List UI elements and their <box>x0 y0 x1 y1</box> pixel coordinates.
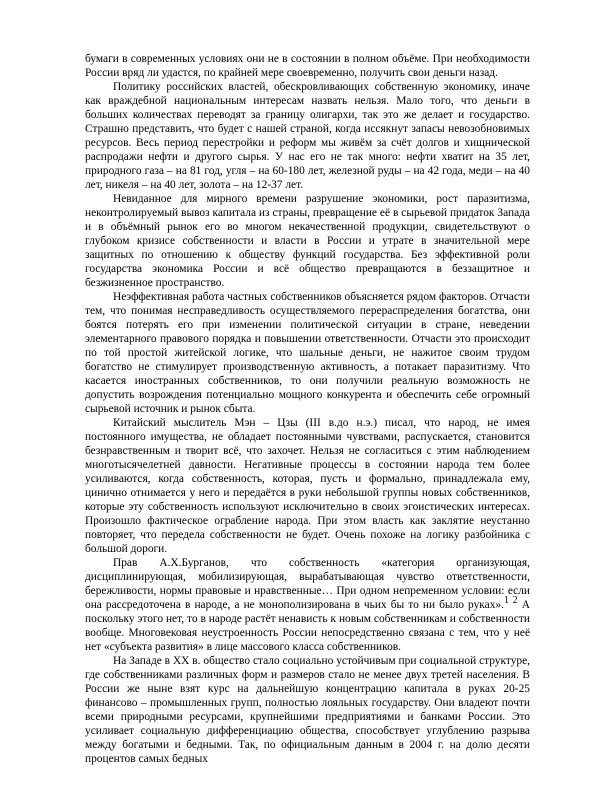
paragraph-6-text: Прав А.Х.Бурганов, что собственность «категория организующая, дисциплинирующая, мобилизирующая, вырабатывающая чувство ответственности, бережливости, нормы правовые и нравственные… При одном непременном условии: если она рассредоточена в народе, а не монополизирована в чьих бы то ни было руках». <box>85 557 530 611</box>
paragraph-3: Невиданное для мирного времени разрушение экономики, рост паразитизма, неконтролируемый вывоз капитала из страны, превращение её в сырьевой придаток Запада и в объёмный рынок его во многом некачественной продукции, свидетельствуют о глубоком кризисе собственности и власти в России и утрате в значительной мере защитных по отношению к обществу функций государства. Без эффективной роли государства экономика России и всё общество превращаются в беззащитное и безжизненное пространство. <box>85 193 530 289</box>
paragraph-1: бумаги в современных условиях они не в состоянии в полном объёме. При необходимости России вряд ли удастся, по крайней мере своевременно, получить свои деньги назад. <box>85 53 530 79</box>
paragraph-6 <box>85 556 530 654</box>
paragraph-7: На Западе в XX в. общество стало социально устойчивым при социальной структуре, где собственниками различных форм и размеров стало не менее двух третей населения. В России же ныне взят курс на дальнейшую концентрацию капитала в руках 20-25 финансово – промышленных групп, полностью лояльных государству. Они владеют почти всеми природными ресурсами, крупнейшими предприятиями и банками России. Это усиливает социальную дифференциацию общества, способствует углублению разрыва между богатыми и бедными. Так, по официальным данным в 2004 г. на долю десяти процентов самых бедных <box>85 655 530 765</box>
paragraph-6-continuation: А поскольку этого нет, то в народе растёт ненависть к новым собственникам и собственности вообще. Многовековая неустроенность России непосредственно связана с тем, что у неё нет «субъекта развития» в лице массового класса собственников. <box>85 599 530 653</box>
paragraph-2: Политику российских властей, обескровливающих собственную экономику, иначе как враждебной национальным интересам назвать нельзя. Мало того, что деньги в больших количествах переводят за границу олигархи, так это же делает и государство. Страшно представить, что будет с нашей страной, когда иссякнут запасы невозобновимых ресурсов. Весь период перестройки и реформ мы живём за счёт долгов и хищнической распродажи нефти и другого сырья. У нас его не так много: нефти хватит на 35 лет, природного газа – на 81 год, угля – на 60-180 лет, железной руды – на 42 года, меди – на 40 лет, никеля – на 40 лет, золота – на 12-37 лет. <box>85 81 530 191</box>
footnote-markers: 1 2 <box>503 595 518 607</box>
paragraph-5: Китайский мыслитель Мэн – Цзы (III в.до н.э.) писал, что народ, не имея постоянного имущества, не обладает постоянными чувствами, распускается, становится безнравственным и творит всё, что захочет. Нельзя не согласиться с этим наблюдением многотысячелетней давности. Негативные процессы в состоянии народа тем более усиливаются, когда собственность, которая, пусть и формально, принадлежала ему, цинично отнимается у него и передаётся в руки небольшой группы новых собственников, которые эту собственность используют исключительно в своих эгоистических интересах. Произошло фактическое ограбление народа. При этом власть как заклятие неустанно повторяет, что передела собственности не будет. Очень похоже на логику разбойника с большой дороги. <box>85 417 530 555</box>
document-body <box>85 52 530 766</box>
paragraph-4: Неэффективная работа частных собственников объясняется рядом факторов. Отчасти тем, что понимая несправедливость осуществляемого перераспределения богатства, они боятся потерять его при изменении политической ситуации в стране, неведении элементарного правового порядка и повышении ответственности. Отчасти это происходит по той простой житейской логике, что шальные деньги, не нажитое своим трудом богатство не стимулирует производственную активность, а потакает паразитизму. Что касается иностранных собственников, то они получили реальную возможность не допустить возрождения потенциально мощного конкурента и обеспечить себе огромный сырьевой источник и рынок сбыта. <box>85 291 530 415</box>
